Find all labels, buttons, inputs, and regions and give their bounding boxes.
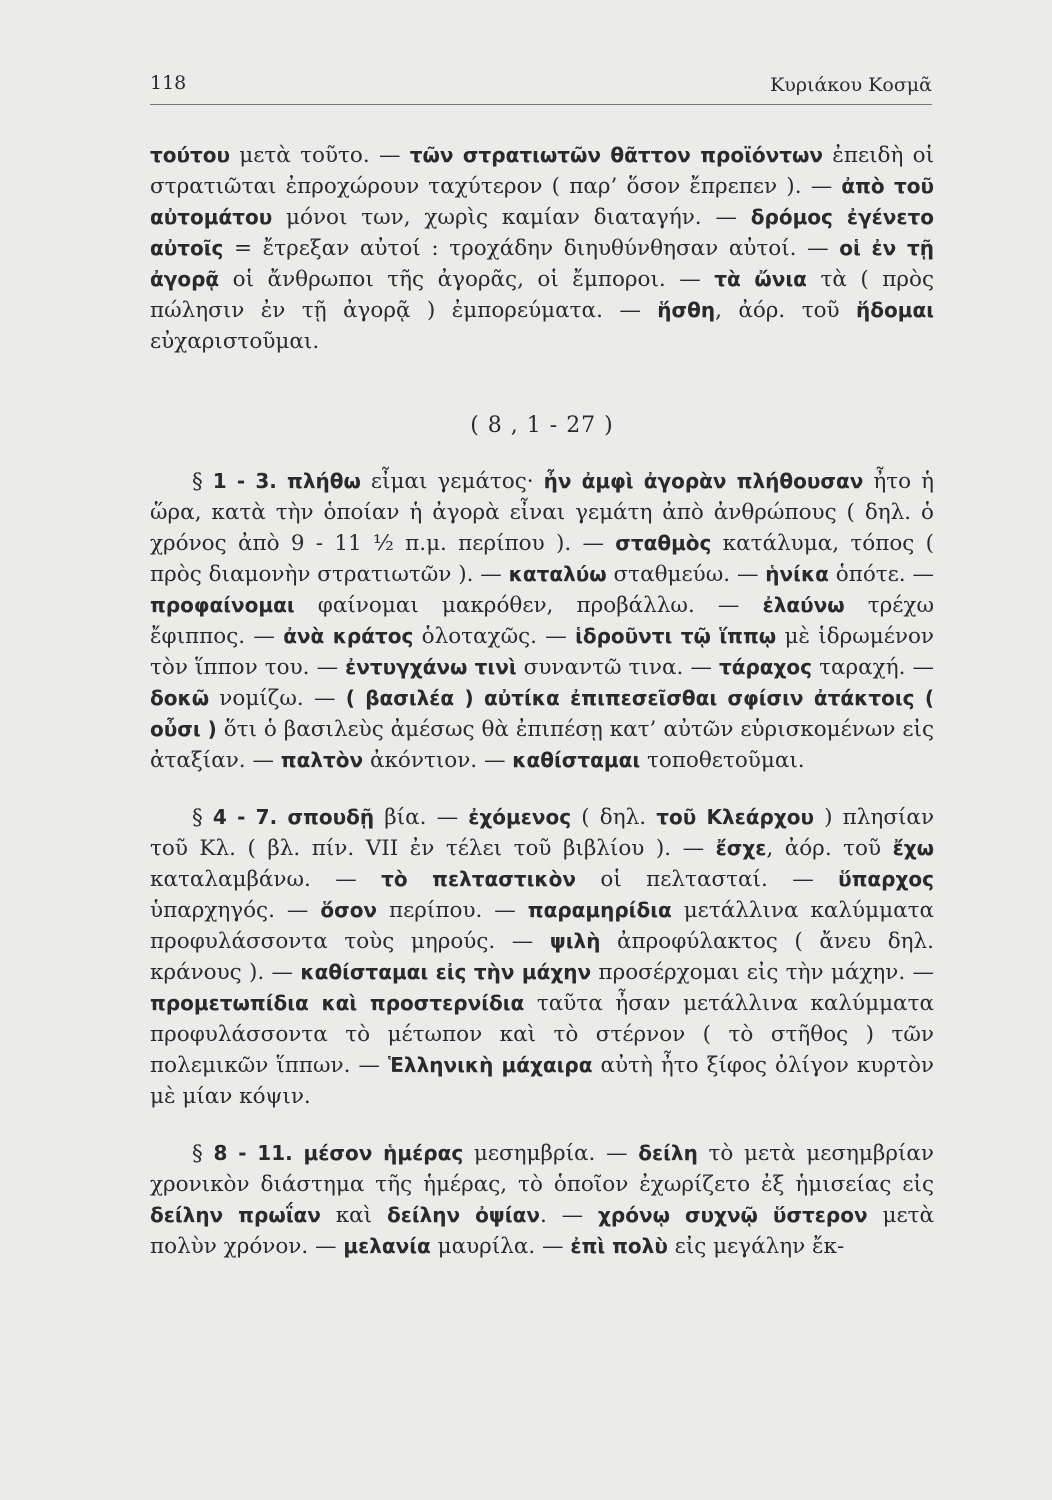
- gloss-text: §: [192, 1141, 214, 1166]
- headword: ( βασιλέα ) αὐτίκα ἐπιπεσεῖσθαι σφίσιν ἀτάκτοις ( οὖσι ): [150, 686, 934, 741]
- gloss-text: τρέχω ἔφιππος. —: [150, 593, 934, 649]
- paragraph-1: [150, 140, 934, 357]
- gloss-text: καταλαμβάνω. —: [150, 867, 382, 892]
- headword: δείλην πρωΐαν: [150, 1203, 321, 1227]
- paragraph-4: [150, 1138, 934, 1262]
- headword: ἐλαύνω: [762, 593, 845, 617]
- headword: Ἑλληνικὴ μάχαιρα: [388, 1053, 593, 1077]
- gloss-text: οἱ ἄνθρωποι τῆς ἀγορᾶς, οἱ ἔμποροι. —: [219, 267, 715, 292]
- headword: ἥδομαι: [856, 298, 934, 322]
- headword: ἐπὶ πολὺ: [570, 1234, 668, 1258]
- headword: τοῦ Κλεάρχου: [656, 805, 814, 829]
- gloss-text: ὑπαρχηγός. —: [150, 898, 321, 923]
- gloss-text: ὅτι ὁ βασιλεὺς ἀμέσως θὰ ἐπιπέσῃ κατ’ αὐτῶν εὑρισκομένων εἰς ἀταξίαν. —: [150, 717, 934, 773]
- headword: τὸ πελταστικὸν: [381, 867, 576, 891]
- headword: ὕπαρχος: [838, 867, 934, 891]
- gloss-text: ) πλησίαν τοῦ Κλ. ( βλ. πίν. VII ἐν τέλει τοῦ βιβλίου ). —: [150, 805, 935, 861]
- gloss-text: μεσημβρία. —: [463, 1141, 639, 1166]
- gloss-text: τὰ ( πρὸς πώλησιν ἐν τῇ ἀγορᾷ ) ἐμπορεύματα. —: [150, 267, 935, 323]
- headword: οἱ ἐν τῇ ἀγορᾷ: [150, 236, 934, 291]
- section-heading: ( 8 , 1 - 27 ): [470, 413, 614, 438]
- headword: ἔχω: [892, 836, 935, 860]
- headword: ἱδροῦντι τῷ ἵππῳ: [575, 624, 777, 648]
- gloss-text: εἶμαι γεμάτος·: [360, 469, 544, 494]
- gloss-text: , ἀόρ. τοῦ: [715, 298, 857, 323]
- gloss-text: ὁλοταχῶς. —: [413, 624, 576, 649]
- headword: ἀπὸ τοῦ αὐτομάτου: [150, 174, 934, 229]
- headword: καθίσταμαι εἰς τὴν μάχην: [300, 960, 592, 984]
- headword: σταθμὸς: [615, 531, 712, 555]
- gloss-text: τὸ μετὰ μεσημβρίαν χρονικὸν διάστημα τῆς ἡμέρας, τὸ ὁποῖον ἐχωρίζετο ἐξ ἡμισείας εἰς: [150, 1141, 934, 1197]
- gloss-text: ταῦτα ἦσαν μετάλλινα καλύμματα προφυλάσσοντα τὸ μέτωπον καὶ τὸ στέρνον ( τὸ στῆθος ) τῶν πολεμικῶν ἵππων. —: [150, 991, 934, 1078]
- headword: τάραχος: [718, 655, 813, 679]
- headword: ψιλὴ: [549, 929, 601, 953]
- body-text: [150, 140, 934, 1262]
- gloss-text: μετάλλινα καλύμματα προφυλάσσοντα τοὺς μηρούς. —: [150, 898, 935, 954]
- headword: τὰ ὤνια: [714, 267, 807, 291]
- headword: 4 - 7. σπουδῇ: [212, 805, 375, 829]
- gloss-text: συναντῶ τινα. —: [516, 655, 719, 680]
- gloss-text: ἀπροφύλακτος ( ἄνευ δηλ. κράνους ). —: [150, 929, 934, 985]
- paragraph-3: [150, 802, 934, 1112]
- paragraph-2: [150, 466, 934, 776]
- headword: δοκῶ: [150, 686, 210, 710]
- headword: ἐντυγχάνω τινὶ: [345, 655, 517, 679]
- headword: ἥσθη: [657, 298, 716, 322]
- gloss-text: βία. —: [374, 805, 469, 830]
- headword: παλτὸν: [280, 748, 364, 772]
- gloss-text: εὐχαριστοῦμαι.: [150, 329, 320, 354]
- gloss-text: προσέρχομαι εἰς τὴν μάχην. —: [591, 960, 934, 985]
- gloss-text: νομίζω. —: [209, 686, 346, 711]
- gloss-text: μόνοι των, χωρὶς καμίαν διαταγήν. —: [272, 205, 751, 230]
- headword: τῶν στρατιωτῶν θᾶττον προϊόντων: [409, 143, 824, 167]
- headword: 8 - 11. μέσον ἡμέρας: [213, 1141, 464, 1165]
- headword: ἦν ἀμφὶ ἀγορὰν πλήθουσαν: [543, 469, 864, 493]
- headword: καθίσταμαι: [512, 748, 641, 772]
- gloss-text: φαίνομαι μακρόθεν, προβάλλω. —: [294, 593, 763, 618]
- headword: ἔσχε: [715, 836, 767, 860]
- gloss-text: μετὰ τοῦτο. —: [230, 143, 410, 168]
- headword: μελανία: [343, 1234, 431, 1258]
- gloss-text: κατάλυμα, τόπος ( πρὸς διαμονὴν στρατιωτῶν ). —: [150, 531, 934, 587]
- gloss-text: περίπου. —: [377, 898, 528, 923]
- gloss-text: σταθμεύω. —: [606, 562, 766, 587]
- gloss-text: ἦτο ἡ ὥρα, κατὰ τὴν ὁποίαν ἡ ἀγορὰ εἶναι γεμάτη ἀπὸ ἀνθρώπους ( δηλ. ὁ χρόνος ἀπὸ 9 - 11 ½ π.μ. περίπου ). —: [150, 469, 934, 556]
- gloss-text: ὁπότε. —: [828, 562, 934, 587]
- gloss-text: οἱ πελτασταί. —: [576, 867, 839, 892]
- gloss-text: , ἀόρ. τοῦ: [766, 836, 893, 861]
- headword: δείλην ὀψίαν: [386, 1203, 540, 1227]
- gloss-text: . —: [539, 1203, 598, 1228]
- gloss-text: §: [192, 805, 213, 830]
- gloss-text: αὐτὴ ἦτο ξίφος ὀλίγον κυρτὸν μὲ μίαν κόψιν.: [150, 1053, 934, 1109]
- headword: χρόνῳ συχνῷ ὕστερον: [598, 1203, 868, 1227]
- gloss-text: καὶ: [320, 1203, 387, 1228]
- headword: ἐχόμενος: [468, 805, 572, 829]
- gloss-text: μὲ ἱδρωμένον τὸν ἵππον του. —: [150, 624, 934, 680]
- page-number: 118: [150, 72, 187, 94]
- gloss-text: ταραχή. —: [812, 655, 934, 680]
- headword: 1 - 3. πλήθω: [212, 469, 361, 493]
- gloss-text: = ἔτρεξαν αὐτοί : τροχάδην διηυθύνθησαν αὐτοί. —: [223, 236, 840, 261]
- gloss-text: ἀκόντιον. —: [363, 748, 513, 773]
- gloss-text: τοποθετοῦμαι.: [640, 748, 805, 773]
- headword: καταλύω: [508, 562, 607, 586]
- headword: παραμηρίδια: [527, 898, 672, 922]
- page-header: [150, 72, 932, 105]
- gloss-text: §: [192, 469, 213, 494]
- headword: δρόμος ἐγένετο αὐτοῖς: [150, 205, 934, 260]
- headword: ἀνὰ κράτος: [283, 624, 414, 648]
- gloss-text: εἰς μεγάλην ἔκ-: [667, 1234, 845, 1259]
- headword: τούτου: [150, 143, 231, 167]
- gloss-text: ( δηλ.: [571, 805, 657, 830]
- running-head: Κυριάκου Κοσμᾶ: [770, 74, 932, 96]
- headword: προφαίνομαι: [150, 593, 295, 617]
- gloss-text: μετὰ πολὺν χρόνον. —: [150, 1203, 934, 1259]
- headword: προμετωπίδια καὶ προστερνίδια: [150, 991, 525, 1015]
- gloss-text: μαυρίλα. —: [430, 1234, 571, 1259]
- gloss-text: ἐπειδὴ οἱ στρατιῶται ἐπροχώρουν ταχύτερον ( παρ’ ὅσον ἔπρεπεν ). —: [150, 143, 935, 199]
- headword: δείλη: [638, 1141, 698, 1165]
- headword: ἡνίκα: [765, 562, 829, 586]
- headword: ὅσον: [320, 898, 378, 922]
